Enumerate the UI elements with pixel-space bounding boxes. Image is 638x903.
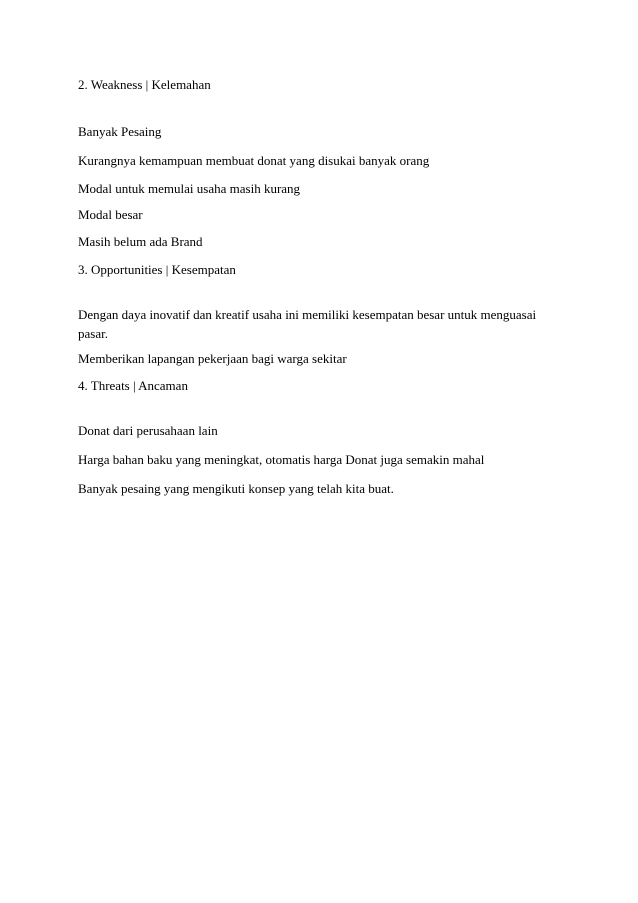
threats-item: Harga bahan baku yang meningkat, otomatis harga Donat juga semakin mahal [78, 452, 485, 467]
opportunities-item: Dengan daya inovatif dan kreatif usaha ini memiliki kesempatan besar untuk menguasai pasar. [78, 307, 537, 341]
threats-item: Banyak pesaing yang mengikuti konsep yang telah kita buat. [78, 481, 394, 496]
threats-heading: 4. Threats | Ancaman [78, 378, 188, 393]
weakness-item: Modal besar [78, 207, 143, 222]
weakness-item: Banyak Pesaing [78, 124, 162, 139]
weakness-item: Modal untuk memulai usaha masih kurang [78, 181, 301, 196]
weakness-heading: 2. Weakness | Kelemahan [78, 77, 211, 92]
weakness-item: Masih belum ada Brand [78, 234, 203, 249]
threats-item: Donat dari perusahaan lain [78, 423, 218, 438]
weakness-item: Kurangnya kemampuan membuat donat yang disukai banyak orang [78, 153, 430, 168]
opportunities-item: Memberikan lapangan pekerjaan bagi warga sekitar [78, 351, 347, 366]
opportunities-heading: 3. Opportunities | Kesempatan [78, 262, 236, 277]
